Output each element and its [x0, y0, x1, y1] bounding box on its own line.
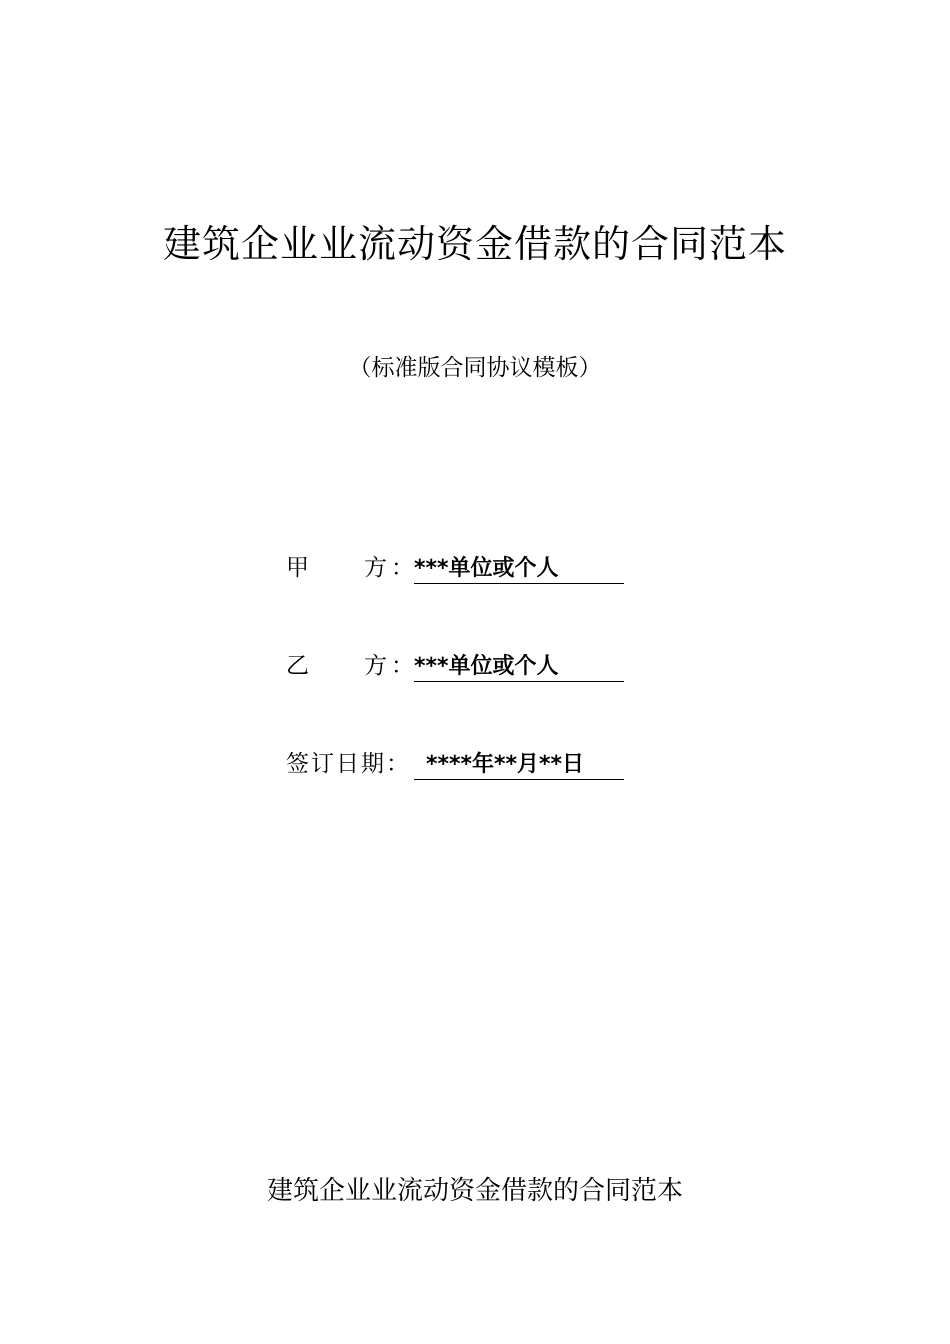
party-a-label-first: 甲 [286, 555, 309, 581]
party-a-label [286, 551, 414, 585]
party-a-value-field [414, 551, 624, 584]
signing-date-label: 签订日期： [286, 751, 411, 777]
party-b-label-second: 方 [364, 653, 387, 679]
signing-date-value: ****年**月**日 [426, 752, 585, 777]
document-subtitle: （标准版合同协议模板） [348, 355, 602, 381]
footer-title: 建筑企业业流动资金借款的合同范本 [266, 1176, 683, 1206]
party-b-colon: ： [391, 653, 414, 679]
party-a-colon: ： [391, 555, 414, 581]
party-a-row [286, 551, 626, 585]
signing-date-row [286, 747, 626, 781]
party-a-value: ***单位或个人 [414, 556, 559, 581]
document-title: 建筑企业业流动资金借款的合同范本 [162, 222, 787, 266]
signing-date-value-field [414, 747, 624, 780]
party-b-label-first: 乙 [286, 653, 309, 679]
party-b-value: ***单位或个人 [414, 654, 559, 679]
party-b-row [286, 649, 626, 683]
party-b-label [286, 649, 414, 683]
party-b-value-field [414, 649, 624, 682]
party-a-label-second: 方 [364, 555, 387, 581]
